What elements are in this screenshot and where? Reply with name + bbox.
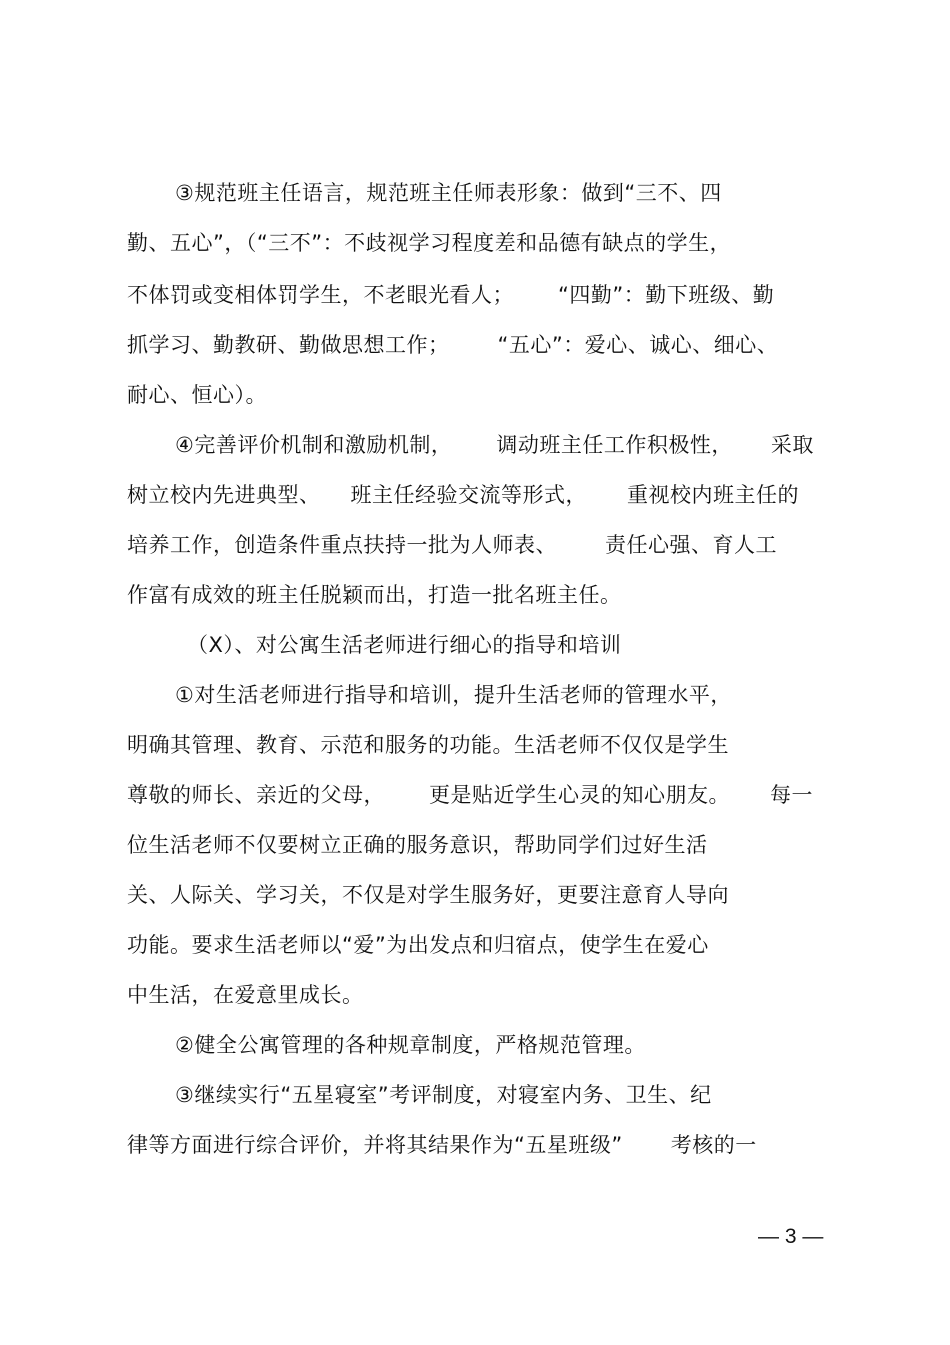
text-line-14: 位生活老师不仅要树立正确的服务意识，帮助同学们过好生活 (127, 833, 708, 857)
text-line-12: 明确其管理、教育、示范和服务的功能。生活老师不仅仅是学生 (127, 733, 729, 757)
section-heading: （X）、对公寓生活老师进行细心的指导和培训 (187, 633, 622, 657)
text-line-5: 耐心、恒心）。 (127, 383, 267, 407)
text-line-16: 功能。要求生活老师以“爱”为出发点和归宿点，使学生在爱心 (127, 933, 709, 957)
text-line-13: 尊敬的师长、亲近的父母， 更是贴近学生心灵的知心朋友。 每一 (127, 783, 813, 807)
text-line-7: 树立校内先进典型、 班主任经验交流等形式， 重视校内班主任的 (127, 483, 799, 507)
text-line-8: 培养工作，创造条件重点扶持一批为人师表、 责任心强、育人工 (127, 533, 777, 557)
text-line-19: ③继续实行“五星寝室”考评制度，对寝室内务、卫生、纪 (175, 1083, 712, 1107)
text-line-9: 作富有成效的班主任脱颖而出，打造一批名班主任。 (127, 583, 622, 607)
text-line-2: 勤、五心”，（“三不”：不歧视学习程度差和品德有缺点的学生， (127, 231, 732, 255)
text-line-1: ③规范班主任语言，规范班主任师表形象：做到“三不、四 (175, 181, 722, 205)
text-line-17: 中生活，在爱意里成长。 (127, 983, 364, 1007)
text-line-18: ②健全公寓管理的各种规章制度，严格规范管理。 (175, 1033, 646, 1057)
text-line-20: 律等方面进行综合评价，并将其结果作为“五星班级” 考核的一 (127, 1133, 757, 1157)
text-line-4: 抓学习、勤教研、勤做思想工作； “五心”：爱心、诚心、细心、 (127, 333, 779, 357)
page-number: — 3 — (758, 1225, 824, 1248)
text-line-3: 不体罚或变相体罚学生，不老眼光看人； “四勤”：勤下班级、勤 (127, 283, 775, 307)
text-line-6: ④完善评价机制和激励机制， 调动班主任工作积极性， 采取 (175, 433, 814, 457)
text-line-11: ①对生活老师进行指导和培训，提升生活老师的管理水平， (175, 683, 732, 707)
text-line-15: 关、人际关、学习关，不仅是对学生服务好，更要注意育人导向 (127, 883, 729, 907)
